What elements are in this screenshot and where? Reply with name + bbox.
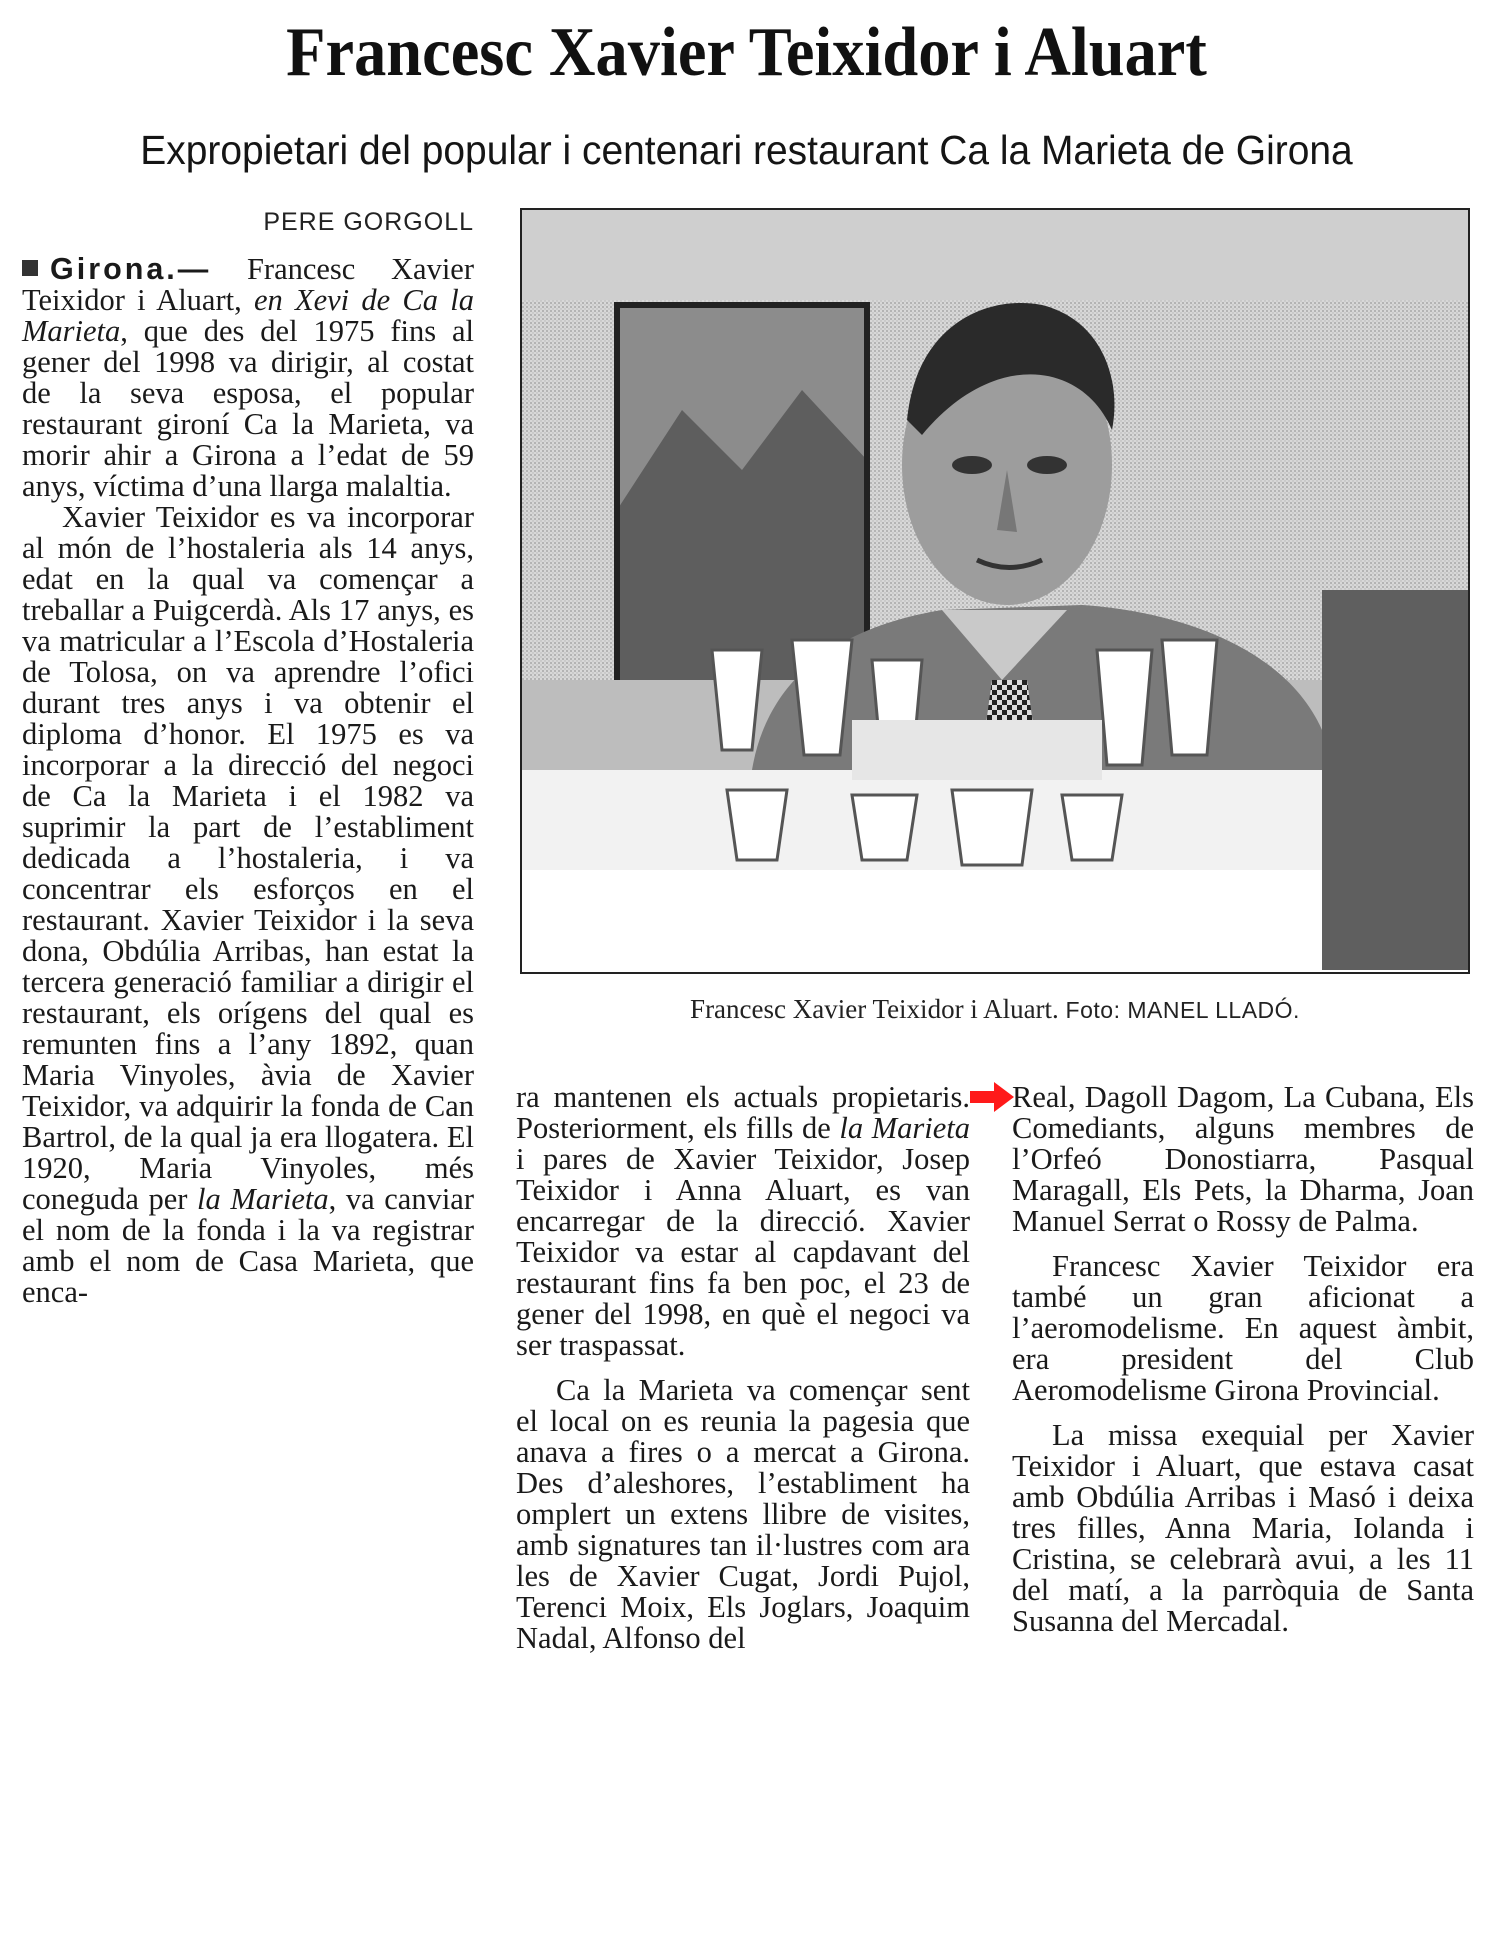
- photo-credit: Foto: MANEL LLADÓ.: [1065, 997, 1300, 1023]
- article-paragraph-7: La missa exequial per Xavier Teixidor i Aluart, que estava casat amb Obdúlia Arribas i Masó i deixa tres filles, Anna Maria, Iolanda i Cristina, se celebrarà avui, a les 11 del matí, a la parròquia de Santa Susanna del Mercadal.: [1012, 1418, 1474, 1638]
- article-paragraph-2: [22, 502, 474, 1308]
- paragraph-text: , que des del 1975 fins al gener del 1998 va dirigir, al costat de la seva esposa, el popular restaurant gironí Ca la Marieta, va morir ahir a Girona a l’edat de 59 anys, víctima d’una llarga malaltia.: [22, 314, 474, 503]
- headline: Francesc Xavier Teixidor i Aluart: [286, 14, 1207, 91]
- paragraph-text: Xavier Teixidor es va incorporar al món de l’hostaleria als 14 anys, edat en la qual va començar a treballar a Puigcerdà. Als 17 anys, es va matricular a l’Escola d’Hostaleria de Tolosa, on va aprendre l’ofici durant tres anys i va obtenir el diploma d’honor. El 1975 es va incorporar a la direcció del negoci de Ca la Marieta i el 1982 va suprimir la part de l’establiment dedicada a l’hostaleria, i va concentrar els esforços en el restaurant. Xavier Teixidor i la seva dona, Obdúlia Arribas, han estat la tercera generació familiar a dirigir el restaurant, els orígens del qual es remunten fins a l’any 1892, quan Maria Vinyoles, àvia de Xavier Teixidor, va adquirir la fonda de Can Bartrol, de la qual ja era llogatera. El 1920, Maria Vinyoles, més coneguda per: [22, 500, 474, 1216]
- article-column-3: [1012, 1082, 1474, 1637]
- paragraph-text: Francesc Xavier Teixidor i Aluart,: [22, 252, 474, 317]
- nickname-italic: la Marieta: [839, 1111, 970, 1145]
- article-paragraph-4: Ca la Marieta va començar sent el local on es reunia la pagesia que anava a fires o a mercat a Girona. Des d’aleshores, l’establiment ha omplert un extens llibre de visites, amb signatures tan il·lustres com ara les de Xavier Cugat, Jordi Pujol, Terenci Moix, Els Joglars, Joaquim Nadal, Alfonso del: [516, 1373, 970, 1655]
- portrait-photo-image: [522, 210, 1468, 972]
- article-paragraph-6: Francesc Xavier Teixidor era també un gran aficionat a l’aeromodelisme. En aquest àmbit, era president del Club Aeromodelisme Girona Provincial.: [1012, 1249, 1474, 1407]
- subheadline: Expropietari del popular i centenari restaurant Ca la Marieta de Girona: [140, 127, 1353, 173]
- article-column-2: [516, 1082, 970, 1654]
- paragraph-text: ra mantenen els actuals propietaris. Posteriorment, els fills de: [516, 1080, 970, 1145]
- paragraph-text: i pares de Xavier Teixidor, Josep Teixidor i Anna Aluart, es van encarregar de la direcció. Xavier Teixidor va estar al capdavant del restaurant fins fa ben poc, el 23 de gener del 1998, en què el negoci va ser traspassat.: [516, 1142, 970, 1362]
- article-column-1: [22, 254, 474, 1308]
- bullet-square-icon: [22, 260, 38, 276]
- article-paragraph-5: Real, Dagoll Dagom, La Cubana, Els Comediants, alguns membres de l’Orfeó Donostiarra, Pasqual Maragall, Els Pets, la Dharma, Joan Manuel Serrat o Rossy de Palma.: [1012, 1080, 1474, 1238]
- portrait-photo: [520, 208, 1470, 974]
- nickname-italic: en Xevi de Ca la Marieta: [22, 283, 474, 348]
- red-arrow-icon: [970, 1082, 1014, 1112]
- byline: PERE GORGOLL: [263, 208, 474, 236]
- article-paragraph-3: [516, 1082, 970, 1361]
- caption-text: Francesc Xavier Teixidor i Aluart.: [690, 994, 1059, 1024]
- paragraph-text: , va canviar el nom de la fonda i la va registrar amb el nom de Casa Marieta, que enca-: [22, 1182, 474, 1309]
- photo-caption: [520, 994, 1470, 1025]
- article-paragraph-1: [22, 254, 474, 502]
- nickname-italic: la Marieta: [197, 1182, 329, 1216]
- dateline: Girona.—: [50, 252, 212, 286]
